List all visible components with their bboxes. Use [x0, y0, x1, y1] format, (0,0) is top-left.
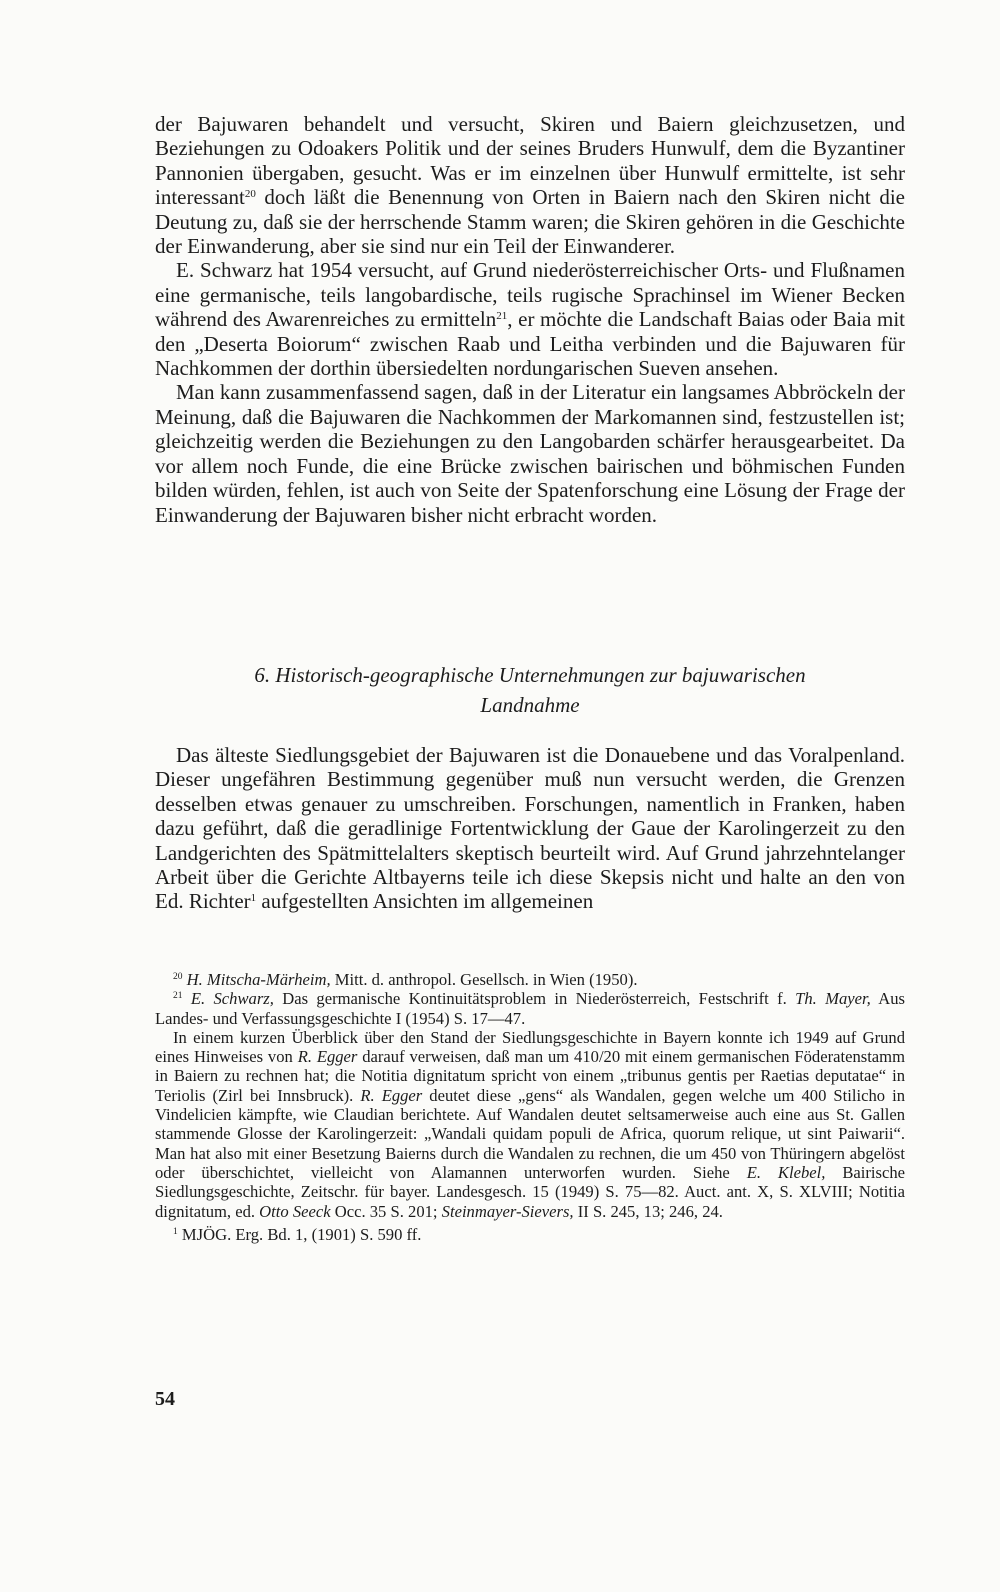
footnote-ref-21[interactable]: 21 — [496, 310, 508, 323]
footnote-21: $^{21}$ E. Schwarz, Das germanische Kontinuitätsproblem in Niederösterreich, Festschrift f. Th. Mayer, Aus Landes- und Verfassungsgeschichte I (1954) S. 17—47. — [155, 989, 905, 1028]
body-text-upper — [155, 112, 905, 527]
footnote-ref-1[interactable]: 1 — [250, 892, 257, 905]
footnote-20: $^{20}$ H. Mitscha-Märheim, Mitt. d. anthropol. Gesellsch. in Wien (1950). — [173, 970, 638, 989]
footnote-ref-20[interactable]: 20 — [244, 188, 256, 201]
paragraph-schwarz: E. Schwarz hat 1954 versucht, auf Grund niederösterreichischer Orts- und Flußnamen eine germanische, teils langobardische, teils rugische Sprachinsel im Wiener Becken während des Awarenreiches zu ermitteln$^{21}$, er möchte die Landschaft Baias oder Baia mit den „Deserta Boiorum“ zwischen Raab und Leitha verbinden und die Bajuwaren für Nachkommen der dorthin übersiedelten nordungarischen Sueven ansehen. — [155, 258, 905, 381]
footnotes — [155, 970, 905, 1244]
section-heading-line-2: Landnahme — [480, 693, 580, 717]
section-heading-line-1: 6. Historisch-geographische Unternehmungen zur bajuwarischen — [254, 663, 806, 687]
page-number: 54 — [155, 1388, 175, 1410]
paragraph-skiren: der Bajuwaren behandelt und versucht, Skiren und Baiern gleichzusetzen, und Beziehungen zu Odoakers Politik und der seines Bruders Hunwulf, dem die Byzantiner Pannonien übergaben, gesucht. Was er im einzelnen über Hunwulf ermittelte, ist sehr interessant$^{20}$ doch läßt die Benennung von Orten in Baiern nach den Skiren nicht die Deutung zu, daß sie der herrschende Stamm waren; die Skiren gehören in die Geschichte der Einwanderung, aber sie sind nur ein Teil der Einwanderer. — [155, 112, 905, 259]
footnote-1: $^1$ MJÖG. Erg. Bd. 1, (1901) S. 590 ff. — [173, 1224, 422, 1244]
footnote-21-continuation: In einem kurzen Überblick über den Stand der Siedlungsgeschichte in Bayern konnte ich 1949 auf Grund eines Hinweises von R. Egger darauf verweisen, daß man um 410/20 mit einem germanischen Föderatenstamm in Baiern zu rechnen hat; die Notitia dignitatum spricht von einem „tribunus gentis per Raetias deputatae“ in Teriolis (Zirl bei Innsbruck). R. Egger deutet diese „gens“ als Wandalen, gegen welche um 400 Stilicho in Vindelicien kämpfte, wie Claudian berichtete. Auf Wandalen deutet seltsamerweise auch eine aus St. Gallen stammende Glosse der Karolingerzeit: „Wandali quidam populi de Africa, quorum relique, ut sint Paiwarii“. Man hat also mit einer Besetzung Baierns durch die Wandalen zu rechnen, die um 450 von Thüringern abgelöst oder überschichtet, vielleicht von Alamannen unterworfen wurden. Siehe E. Klebel, Bairische Siedlungsgeschichte, Zeitschr. für bayer. Landesgesch. 15 (1949) S. 75—82. Auct. ant. X, S. XLVIII; Notitia dignitatum, ed. Otto Seeck Occ. 35 S. 201; Steinmayer-Sievers, II S. 245, 13; 246, 24. — [155, 1027, 905, 1221]
section-heading — [155, 660, 905, 720]
paragraph-siedlungsgebiet: Das älteste Siedlungsgebiet der Bajuwaren ist die Donauebene und das Voralpenland. Dieser ungefähren Bestimmung gegenüber muß nun versucht werden, die Grenzen desselben etwas genauer zu umschreiben. Forschungen, namentlich in Franken, haben dazu geführt, daß die geradlinige Fortentwicklung der Gaue der Karolingerzeit zu den Landgerichten des Spätmittelalters skeptisch beurteilt wird. Auf Grund jahrzehntelanger Arbeit über die Gerichte Altbayerns teile ich diese Skepsis nicht und halte an den von Ed. Richter$^1$ aufgestellten Ansichten im allgemeinen — [155, 743, 905, 914]
body-text-lower — [155, 743, 905, 914]
paragraph-summary: Man kann zusammenfassend sagen, daß in der Literatur ein langsames Abbröckeln der Meinung, daß die Bajuwaren die Nachkommen der Markomannen sind, festzustellen ist; gleichzeitig werden die Beziehungen zu den Langobarden schärfer herausgearbeitet. Da vor allem noch Funde, die eine Brücke zwischen bairischen und böhmischen Funden bilden würden, fehlen, ist auch von Seite der Spatenforschung eine Lösung der Frage der Einwanderung der Bajuwaren bisher nicht erbracht worden. — [155, 380, 905, 527]
